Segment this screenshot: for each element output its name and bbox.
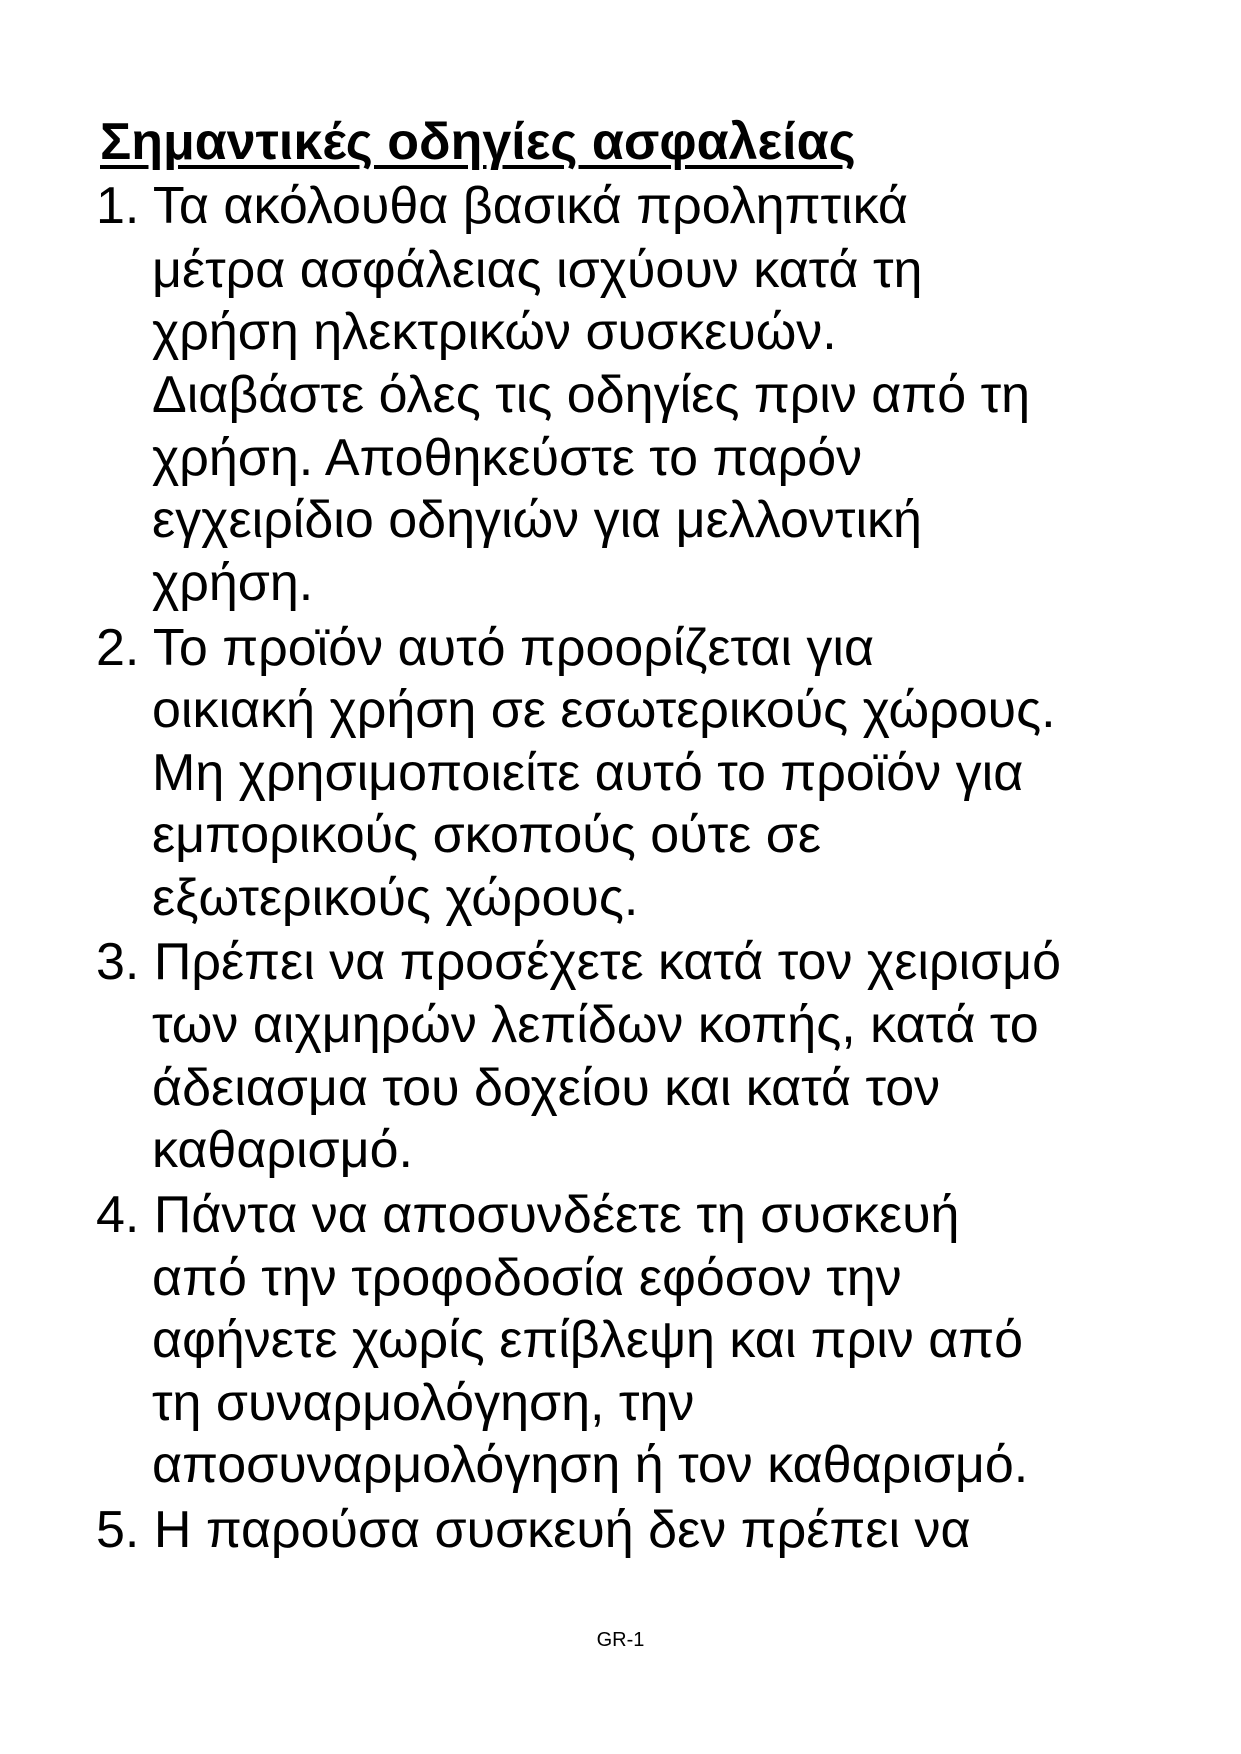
list-item-2-line-2: οικιακή χρήση σε εσωτερικούς χώρους. [152,681,1056,739]
list-item-1-line-3: χρήση ηλεκτρικών συσκευών. [152,303,837,361]
list-item-3-line-3: άδειασμα του δοχείου και κατά τον [152,1059,941,1117]
list-item-3-line-4: καθαρισμό. [152,1121,413,1179]
list-item-1-line-4: Διαβάστε όλες τις οδηγίες πριν από τη [152,366,1031,424]
list-item-2-line-5: εξωτερικούς χώρους. [152,869,639,927]
list-item-3-line-2: των αιχμηρών λεπίδων κοπής, κατά το [152,996,1039,1054]
list-item-1-line-5: χρήση. Αποθηκεύστε το παρόν [152,429,863,487]
list-item-2-line-1: 2. Το προϊόν αυτό προορίζεται για [96,619,875,677]
list-item-4-line-4: τη συναρμολόγηση, την [152,1374,695,1432]
list-item-4-line-3: αφήνετε χωρίς επίβλεψη και πριν από [152,1311,1024,1369]
page-title: Σημαντικές οδηγίες ασφαλείας [100,113,856,171]
list-item-3-line-1: 3. Πρέπει να προσέχετε κατά τον χειρισμό [96,933,1062,991]
list-item-4-line-1: 4. Πάντα να αποσυνδέετε τη συσκευή [96,1186,960,1244]
page-number: GR-1 [596,1629,645,1651]
list-item-4-line-5: αποσυναρμολόγηση ή τον καθαρισμό. [152,1436,1029,1494]
list-item-4-line-2: από την τροφοδοσία εφόσον την [152,1249,902,1307]
list-item-1-line-1: 1. Τα ακόλουθα βασικά προληπτικά [96,177,908,235]
list-item-2-line-3: Μη χρησιμοποιείτε αυτό το προϊόν για [152,744,1024,802]
list-item-1-line-2: μέτρα ασφάλειας ισχύουν κατά τη [152,241,923,299]
list-item-2-line-4: εμπορικούς σκοπούς ούτε σε [152,806,822,864]
list-item-1-line-7: χρήση. [152,554,314,612]
list-item-5-line-1: 5. Η παρούσα συσκευή δεν πρέπει να [96,1501,971,1559]
list-item-1-line-6: εγχειρίδιο οδηγιών για μελλοντική [152,491,922,549]
